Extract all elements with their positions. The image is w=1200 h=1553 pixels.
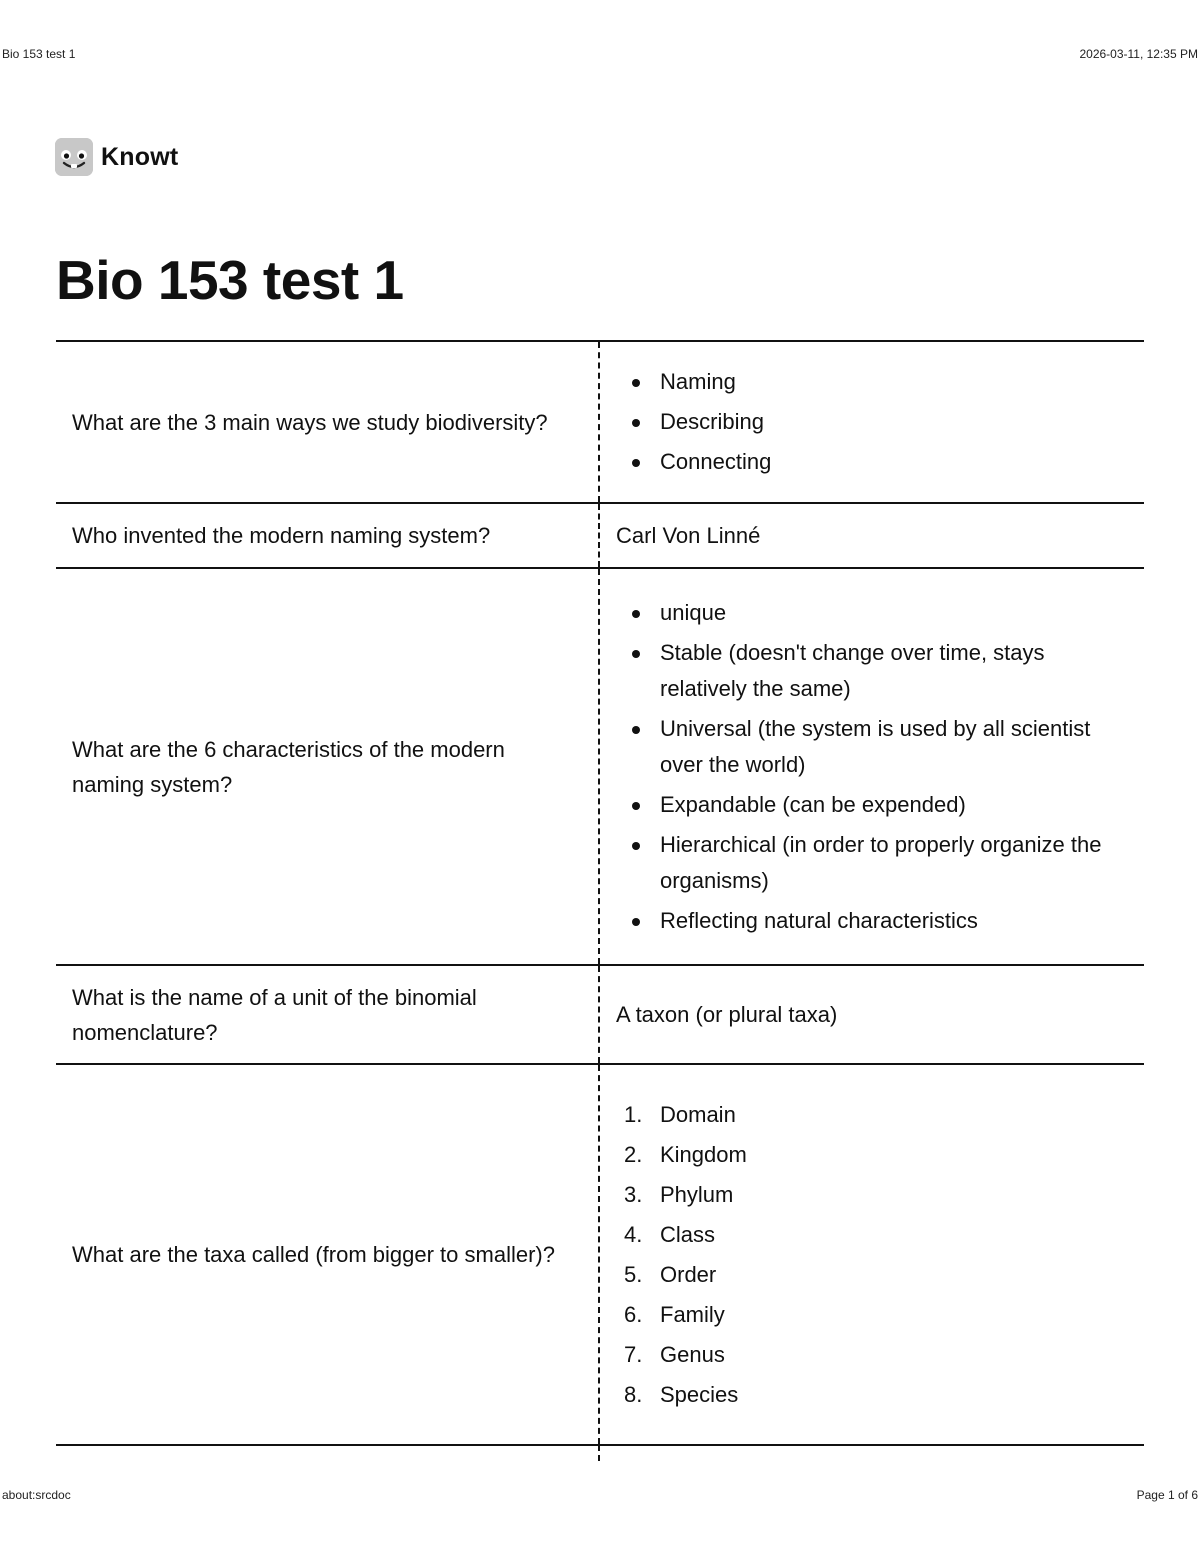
flashcard-definition: [600, 342, 1144, 502]
column-divider-continuation: [598, 1445, 600, 1461]
list-item: Stable (doesn't change over time, stays relatively the same): [616, 635, 1128, 707]
knowt-mascot-icon: [55, 138, 93, 176]
list-item: 4. Class: [624, 1221, 716, 1247]
flashcard-term: What are the 3 main ways we study biodiversity?: [56, 342, 600, 502]
list-item: 7. Genus: [624, 1341, 725, 1367]
definition-bullet-list: [616, 360, 771, 484]
definition-bullet-list: [616, 591, 1128, 943]
flashcard-row: [56, 966, 1144, 1065]
flashcard-row: [56, 1065, 1144, 1446]
brand-logo-link[interactable]: [55, 138, 178, 176]
list-item: 3. Phylum: [624, 1181, 734, 1207]
page-title: Bio 153 test 1: [56, 249, 404, 311]
flashcard-term: Who invented the modern naming system?: [56, 504, 600, 567]
flashcard-row: [56, 504, 1144, 569]
flashcard-table: [56, 340, 1144, 1446]
flashcard-definition: [600, 569, 1144, 964]
list-item: 8. Species: [624, 1381, 739, 1407]
print-footer-page-number: Page 1 of 6: [1136, 1488, 1198, 1502]
print-footer-url: about:srcdoc: [2, 1488, 71, 1502]
flashcard-definition: [600, 1065, 1144, 1444]
flashcard-row: [56, 342, 1144, 504]
list-item: Expandable (can be expended): [616, 787, 1128, 823]
flashcard-definition: Carl Von Linné: [616, 523, 761, 548]
list-item: Hierarchical (in order to properly organize the organisms): [616, 827, 1128, 899]
flashcard-term: What are the taxa called (from bigger to smaller)?: [56, 1065, 600, 1444]
list-item: 1. Domain: [624, 1101, 736, 1127]
list-item: Connecting: [616, 444, 771, 480]
flashcard-definition: A taxon (or plural taxa): [616, 1002, 838, 1027]
flashcard-term: What is the name of a unit of the binomial nomenclature?: [56, 966, 600, 1063]
list-item: Describing: [616, 404, 771, 440]
flashcard-row: [56, 569, 1144, 966]
list-item: 6. Family: [624, 1301, 725, 1327]
print-header-title: Bio 153 test 1: [2, 47, 76, 61]
definition-numbered-list: [616, 1093, 747, 1417]
list-item: 5. Order: [624, 1261, 717, 1287]
list-item: Reflecting natural characteristics: [616, 903, 1128, 939]
list-item: 2. Kingdom: [624, 1141, 747, 1167]
list-item: unique: [616, 595, 1128, 631]
print-header-timestamp: 2026-03-11, 12:35 PM: [1079, 47, 1198, 61]
list-item: Naming: [616, 364, 771, 400]
brand-name: Knowt: [101, 142, 179, 171]
flashcard-term: What are the 6 characteristics of the modern naming system?: [56, 569, 600, 964]
list-item: Universal (the system is used by all scientist over the world): [616, 711, 1128, 783]
